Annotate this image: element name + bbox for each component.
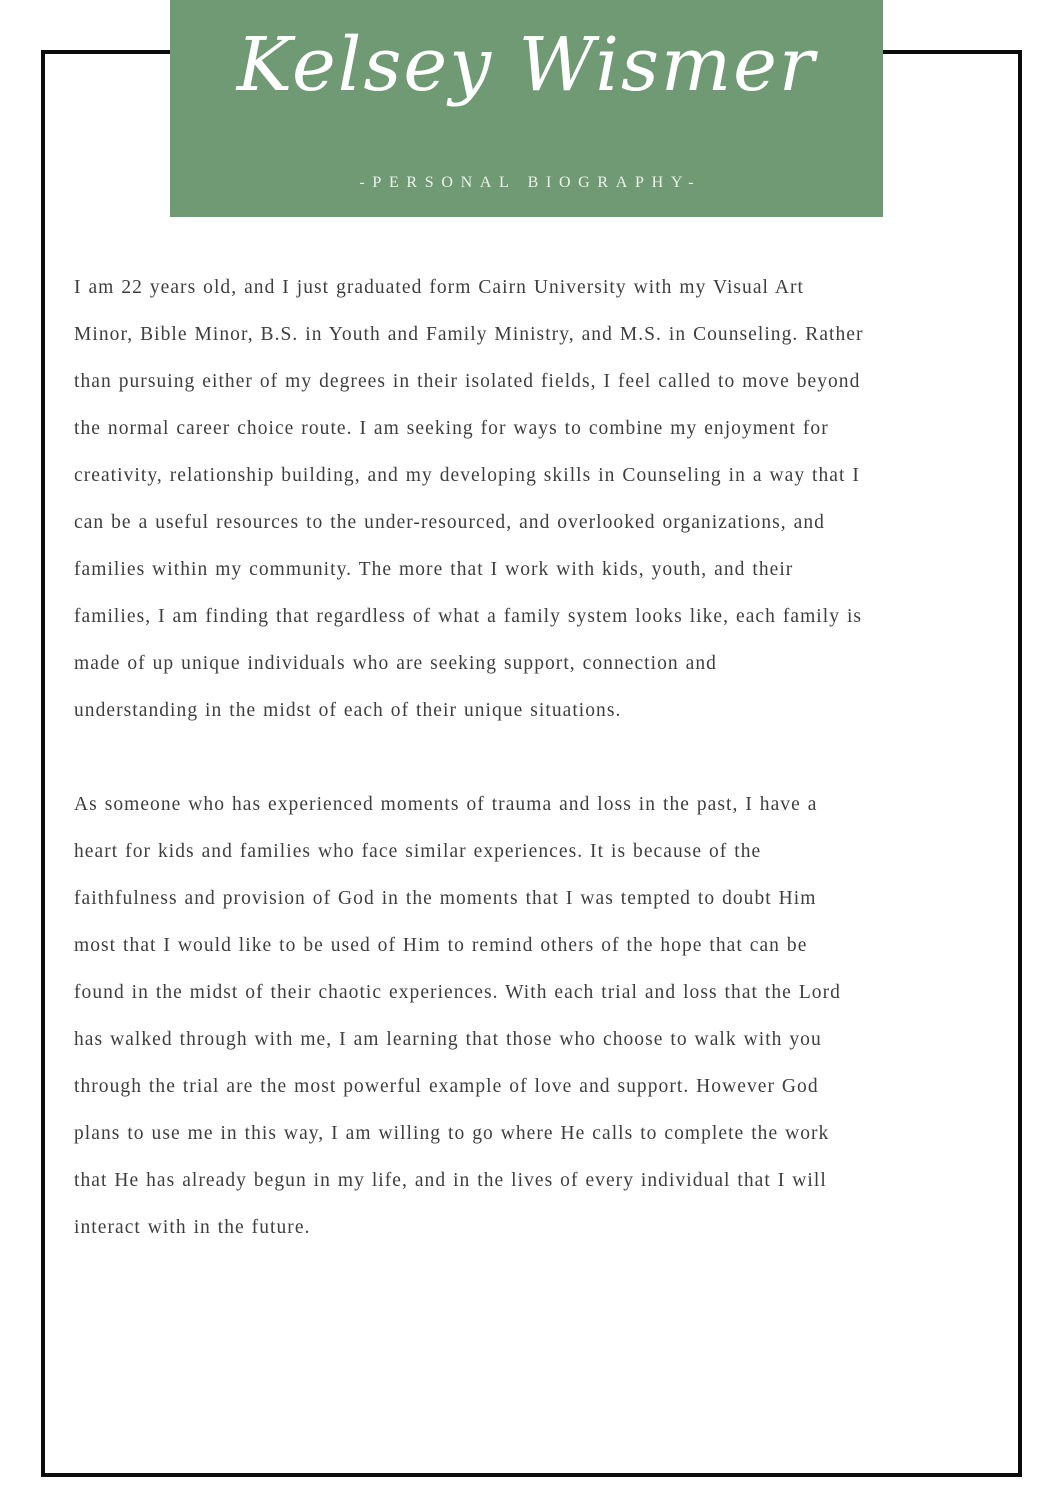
body-text-line: the normal career choice route. I am seeking for ways to combine my enjoyment for <box>74 418 829 439</box>
body-text-line: As someone who has experienced moments of trauma and loss in the past, I have a <box>74 794 818 815</box>
biography-paragraph-1 <box>74 264 989 734</box>
body-text-line: most that I would like to be used of Him to remind others of the hope that can be <box>74 935 808 956</box>
body-text-line: I am 22 years old, and I just graduated form Cairn University with my Visual Art <box>74 277 805 298</box>
body-text-line: found in the midst of their chaotic experiences. With each trial and loss that the Lord <box>74 982 841 1003</box>
biography-text <box>74 264 989 1251</box>
body-text-line: Minor, Bible Minor, B.S. in Youth and Family Ministry, and M.S. in Counseling. Rather <box>74 324 864 345</box>
body-text-line: heart for kids and families who face similar experiences. It is because of the <box>74 841 762 862</box>
body-text-line: has walked through with me, I am learning that those who choose to walk with you <box>74 1029 822 1050</box>
body-text-line: understanding in the midst of each of their unique situations. <box>74 700 622 721</box>
body-text-line: that He has already begun in my life, and in the lives of every individual that I will <box>74 1170 827 1191</box>
body-text-line: plans to use me in this way, I am willing to go where He calls to complete the work <box>74 1123 830 1144</box>
biography-paragraph-2 <box>74 781 989 1251</box>
body-text-line: families within my community. The more that I work with kids, youth, and their <box>74 559 794 580</box>
body-text-line: families, I am finding that regardless of what a family system looks like, each family is <box>74 606 863 627</box>
page-title: Kelsey Wismer <box>236 22 817 108</box>
body-text-line: can be a useful resources to the under-resourced, and overlooked organizations, and <box>74 512 825 533</box>
header-subtitle: -PERSONAL BIOGRAPHY- <box>359 174 702 191</box>
body-text-line: interact with in the future. <box>74 1217 311 1238</box>
header-banner <box>170 0 883 217</box>
body-text-line: than pursuing either of my degrees in their isolated fields, I feel called to move beyond <box>74 371 861 392</box>
body-text-line: creativity, relationship building, and my developing skills in Counseling in a way that I <box>74 465 860 486</box>
body-text-line: through the trial are the most powerful example of love and support. However God <box>74 1076 819 1097</box>
body-text-line: made of up unique individuals who are seeking support, connection and <box>74 653 717 674</box>
body-text-line: faithfulness and provision of God in the moments that I was tempted to doubt Him <box>74 888 817 909</box>
